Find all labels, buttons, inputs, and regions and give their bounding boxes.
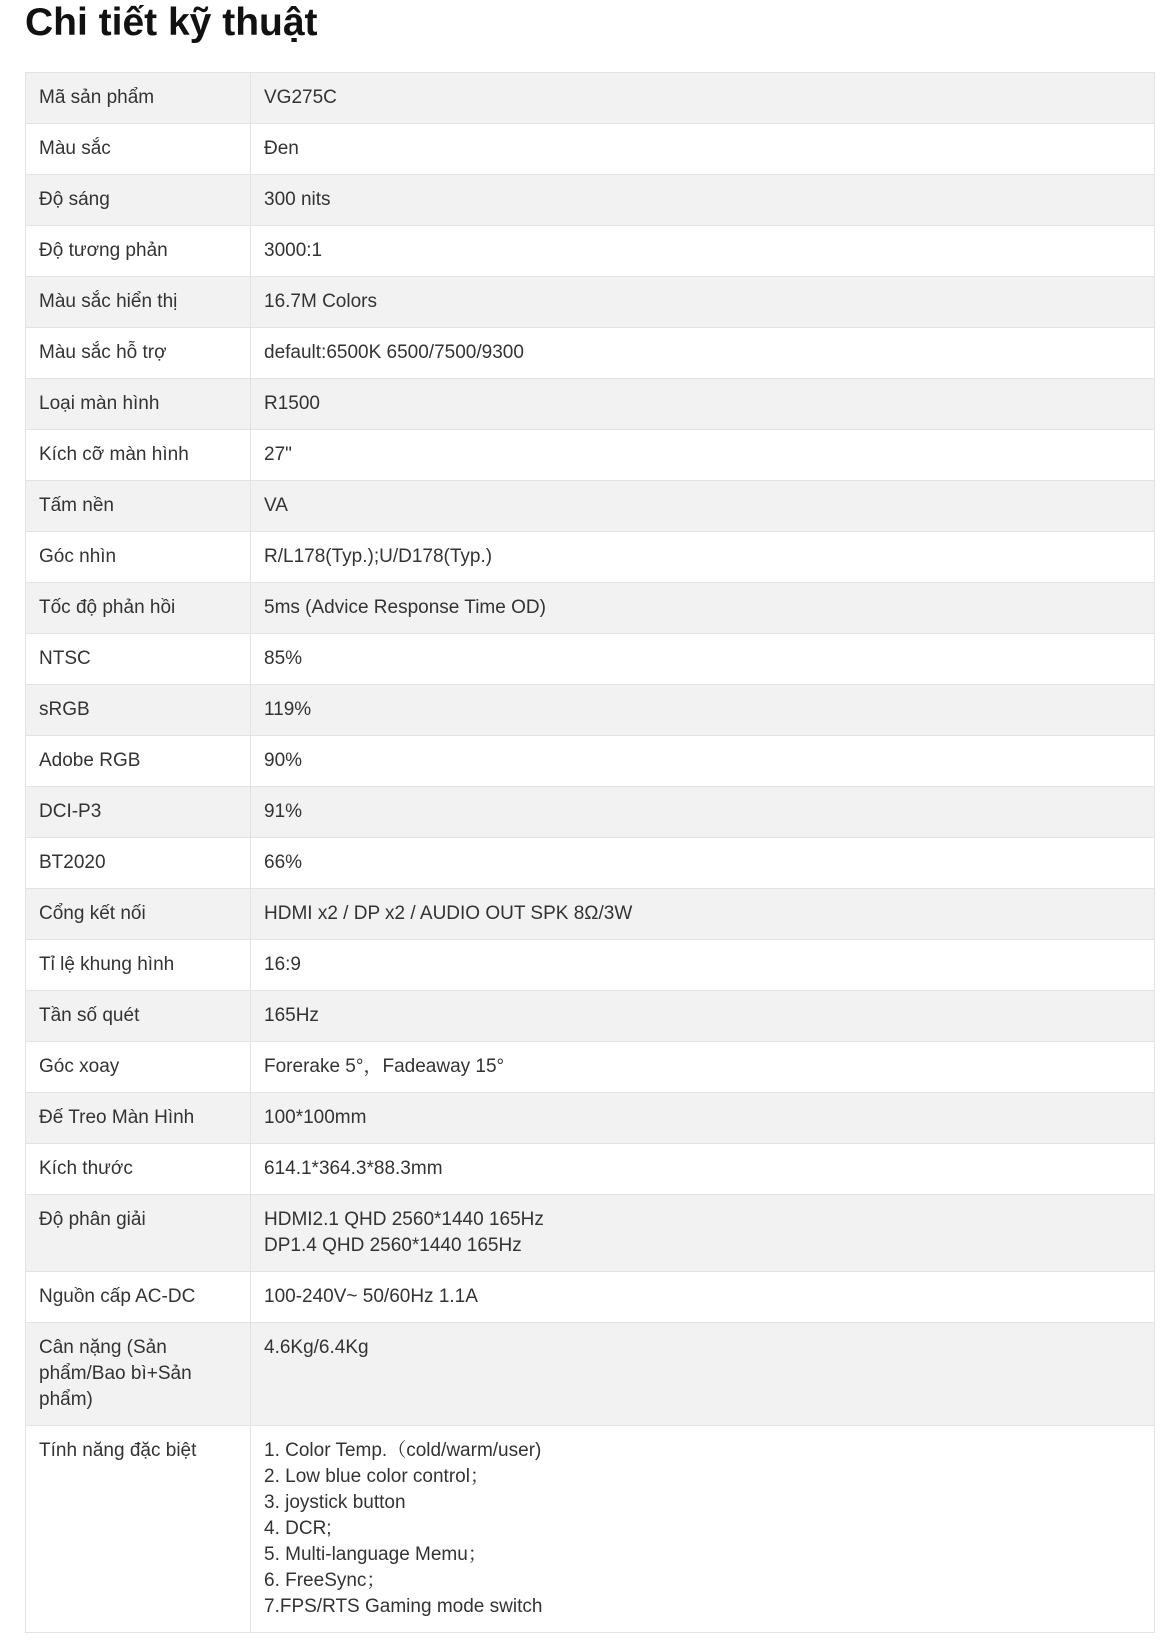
table-row (26, 634, 1155, 685)
spec-label: Đế Treo Màn Hình (26, 1093, 251, 1144)
spec-value-line: HDMI x2 / DP x2 / AUDIO OUT SPK 8Ω/3W (264, 903, 633, 924)
table-row (26, 73, 1155, 124)
spec-label: Độ sáng (26, 175, 251, 226)
spec-value-line: VA (264, 495, 288, 516)
spec-value-line: 2. Low blue color control； (264, 1466, 489, 1487)
spec-value-line: 91% (264, 801, 303, 822)
spec-value-line: 3000:1 (264, 240, 323, 261)
spec-label: DCI-P3 (26, 787, 251, 838)
spec-value (251, 634, 1155, 685)
spec-label: Tần số quét (26, 991, 251, 1042)
spec-label: sRGB (26, 685, 251, 736)
spec-value-line: DP1.4 QHD 2560*1440 165Hz (264, 1235, 522, 1256)
spec-label: Màu sắc hỗ trợ (26, 328, 251, 379)
spec-value (251, 1093, 1155, 1144)
table-row (26, 175, 1155, 226)
table-row (26, 481, 1155, 532)
spec-value-line: 85% (264, 648, 303, 669)
spec-value-line: 300 nits (264, 189, 331, 210)
spec-label: Kích thước (26, 1144, 251, 1195)
spec-label: Góc nhìn (26, 532, 251, 583)
table-row (26, 838, 1155, 889)
table-row (26, 1195, 1155, 1272)
spec-value (251, 1195, 1155, 1272)
table-row (26, 736, 1155, 787)
table-row (26, 1426, 1155, 1633)
table-row (26, 277, 1155, 328)
spec-value-line: 16.7M Colors (264, 291, 377, 312)
spec-value (251, 1426, 1155, 1633)
spec-value-line: 90% (264, 750, 303, 771)
spec-value (251, 940, 1155, 991)
spec-value-line: 119% (264, 699, 312, 720)
spec-label: Màu sắc (26, 124, 251, 175)
spec-value-line: HDMI2.1 QHD 2560*1440 165Hz (264, 1209, 544, 1230)
spec-value (251, 685, 1155, 736)
table-row (26, 685, 1155, 736)
spec-label: Góc xoay (26, 1042, 251, 1093)
spec-value (251, 430, 1155, 481)
spec-table-body (26, 73, 1155, 1633)
spec-value (251, 991, 1155, 1042)
spec-value-line: 7.FPS/RTS Gaming mode switch (264, 1596, 543, 1617)
spec-value (251, 124, 1155, 175)
spec-label: Nguồn cấp AC-DC (26, 1272, 251, 1323)
table-row (26, 583, 1155, 634)
spec-value-line: 4. DCR; (264, 1518, 332, 1539)
spec-value-line: Forerake 5°，Fadeaway 15° (264, 1056, 505, 1077)
spec-label: Tấm nền (26, 481, 251, 532)
spec-value-line: 16:9 (264, 954, 301, 975)
page-title: Chi tiết kỹ thuật (25, 1, 318, 44)
spec-label: Màu sắc hiển thị (26, 277, 251, 328)
table-row (26, 532, 1155, 583)
table-row (26, 1144, 1155, 1195)
spec-value (251, 73, 1155, 124)
table-row (26, 124, 1155, 175)
spec-label: Tính năng đặc biệt (26, 1426, 251, 1633)
spec-value-line: 3. joystick button (264, 1492, 406, 1513)
spec-value (251, 277, 1155, 328)
spec-value-line: Đen (264, 138, 299, 159)
spec-label: Kích cỡ màn hình (26, 430, 251, 481)
table-row (26, 328, 1155, 379)
spec-label: Mã sản phẩm (26, 73, 251, 124)
spec-label: Độ tương phản (26, 226, 251, 277)
table-row (26, 1323, 1155, 1426)
spec-label: BT2020 (26, 838, 251, 889)
table-row (26, 1272, 1155, 1323)
spec-value (251, 1272, 1155, 1323)
spec-value (251, 838, 1155, 889)
spec-value-line: 66% (264, 852, 303, 873)
spec-value (251, 481, 1155, 532)
spec-value (251, 226, 1155, 277)
spec-label: Tỉ lệ khung hình (26, 940, 251, 991)
spec-value-line: R1500 (264, 393, 320, 414)
spec-label: Loại màn hình (26, 379, 251, 430)
spec-value-line: 5ms (Advice Response Time OD) (264, 597, 546, 618)
spec-value-line: 100-240V~ 50/60Hz 1.1A (264, 1286, 478, 1307)
table-row (26, 1042, 1155, 1093)
table-row (26, 787, 1155, 838)
spec-value (251, 379, 1155, 430)
spec-label: Cân nặng (Sản phẩm/Bao bì+Sản phẩm) (26, 1323, 251, 1426)
table-row (26, 430, 1155, 481)
spec-value-line: VG275C (264, 87, 337, 108)
spec-label: Tốc độ phản hồi (26, 583, 251, 634)
spec-value-line: 165Hz (264, 1005, 319, 1026)
spec-value (251, 328, 1155, 379)
spec-label: Adobe RGB (26, 736, 251, 787)
table-row (26, 940, 1155, 991)
spec-label: Độ phân giải (26, 1195, 251, 1272)
table-row (26, 379, 1155, 430)
table-row (26, 1093, 1155, 1144)
spec-value-line: R/L178(Typ.);U/D178(Typ.) (264, 546, 493, 567)
table-row (26, 226, 1155, 277)
spec-value-line: 27" (264, 444, 292, 465)
spec-value (251, 1323, 1155, 1426)
spec-value (251, 889, 1155, 940)
spec-label: NTSC (26, 634, 251, 685)
spec-value-line: 5. Multi-language Memu； (264, 1544, 487, 1565)
spec-value-line: default:6500K 6500/7500/9300 (264, 342, 524, 363)
spec-value (251, 736, 1155, 787)
spec-value (251, 1042, 1155, 1093)
spec-value (251, 583, 1155, 634)
table-row (26, 889, 1155, 940)
spec-value-line: 614.1*364.3*88.3mm (264, 1158, 443, 1179)
spec-value (251, 532, 1155, 583)
spec-value (251, 787, 1155, 838)
spec-value (251, 1144, 1155, 1195)
table-row (26, 991, 1155, 1042)
spec-value-line: 4.6Kg/6.4Kg (264, 1337, 369, 1358)
spec-value-line: 100*100mm (264, 1107, 367, 1128)
spec-label: Cổng kết nối (26, 889, 251, 940)
spec-value (251, 175, 1155, 226)
spec-value-line: 1. Color Temp.（cold/warm/user) (264, 1440, 542, 1461)
spec-value-line: 6. FreeSync； (264, 1570, 386, 1591)
spec-table (25, 72, 1155, 1633)
